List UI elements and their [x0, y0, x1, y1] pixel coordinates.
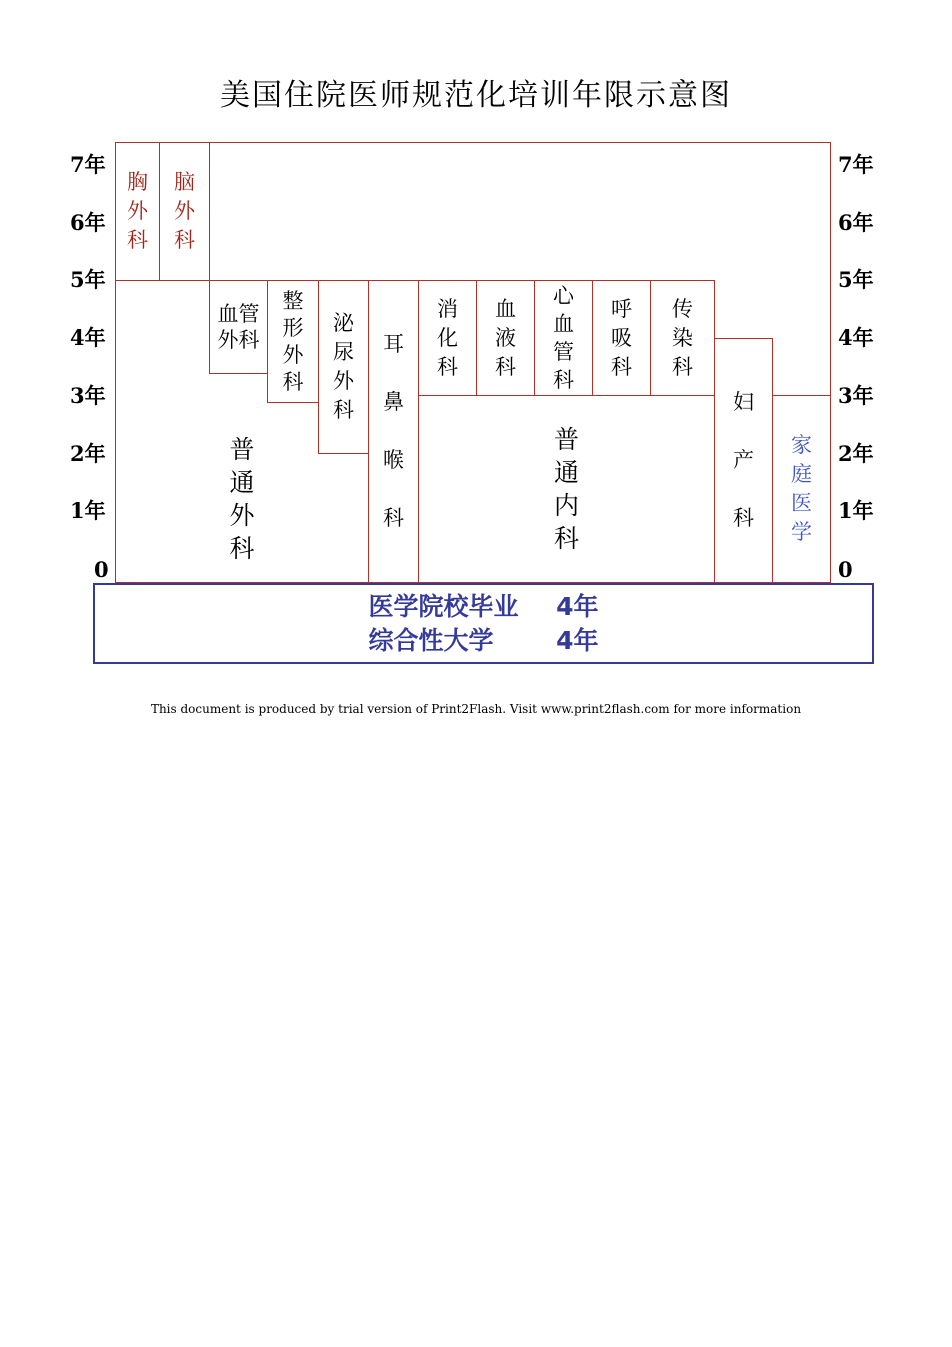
- y-label-2-right: 2年: [838, 441, 874, 466]
- school-row2-years: 4年: [556, 625, 599, 655]
- trial-footer: This document is produced by trial version of Print2Flash. Visit www.print2flash.com for more information: [150, 702, 802, 716]
- gastroenterology-label: 消 化 科: [437, 296, 458, 379]
- y-label-2: 2年: [70, 441, 106, 466]
- y-label-7: 7年: [70, 152, 106, 177]
- y-label-5-right: 5年: [838, 267, 874, 292]
- general-surgery-label: 普 通 外 科: [229, 435, 255, 563]
- y-label-1: 1年: [70, 498, 106, 523]
- vascular-surgery-label: 血管 外科: [217, 302, 260, 352]
- plastic-surgery-label: 整 形 外 科: [282, 288, 304, 394]
- pulmonology-box: [592, 280, 651, 396]
- school-row2-label: 综合性大学: [368, 625, 494, 655]
- pulmonology-label: 呼 吸 科: [611, 296, 632, 379]
- infectious-disease-box: [650, 280, 715, 396]
- hematology-box: [476, 280, 535, 396]
- ent-label: 耳 鼻 喉 科: [383, 332, 404, 530]
- family-medicine-label: 家 庭 医 学: [791, 433, 812, 544]
- y-label-0: 0: [94, 557, 109, 582]
- family-medicine-box: [772, 395, 831, 583]
- school-row1-label: 医学院校毕业: [368, 591, 519, 621]
- general-internal-box: [418, 395, 715, 583]
- chest-surgery-box: [115, 142, 160, 281]
- cardiology-label: 心 血 管 科: [553, 284, 574, 392]
- y-label-4-right: 4年: [838, 325, 874, 350]
- cardiology-box: [534, 280, 593, 396]
- urology-box: [318, 280, 369, 454]
- medical-school-box: [93, 583, 874, 664]
- urology-label: 泌 尿 外 科: [333, 311, 354, 422]
- school-row-university: [369, 624, 599, 658]
- page-title: 美国住院医师规范化培训年限示意图: [220, 78, 732, 113]
- y-label-3: 3年: [70, 383, 106, 408]
- y-label-0-right: 0: [838, 557, 853, 582]
- hematology-label: 血 液 科: [495, 296, 516, 379]
- vascular-surgery-box: [209, 280, 268, 374]
- obgyn-label: 妇 产 科: [733, 390, 754, 530]
- y-label-6-right: 6年: [838, 210, 874, 235]
- ent-box: [368, 280, 419, 583]
- y-label-4: 4年: [70, 325, 106, 350]
- school-row-medical: [369, 590, 599, 624]
- brain-surgery-label: 脑 外 科: [174, 170, 195, 252]
- y-label-3-right: 3年: [838, 383, 874, 408]
- plastic-surgery-box: [267, 280, 319, 403]
- y-label-6: 6年: [70, 210, 106, 235]
- infectious-disease-label: 传 染 科: [672, 296, 693, 379]
- gastroenterology-box: [418, 280, 477, 396]
- obgyn-box: [714, 338, 773, 583]
- brain-surgery-box: [159, 142, 210, 281]
- y-label-5: 5年: [70, 267, 106, 292]
- school-row1-years: 4年: [556, 591, 599, 621]
- general-internal-label: 普 通 内 科: [553, 425, 579, 553]
- chest-surgery-label: 胸 外 科: [127, 170, 148, 252]
- y-label-1-right: 1年: [838, 498, 874, 523]
- y-label-7-right: 7年: [838, 152, 874, 177]
